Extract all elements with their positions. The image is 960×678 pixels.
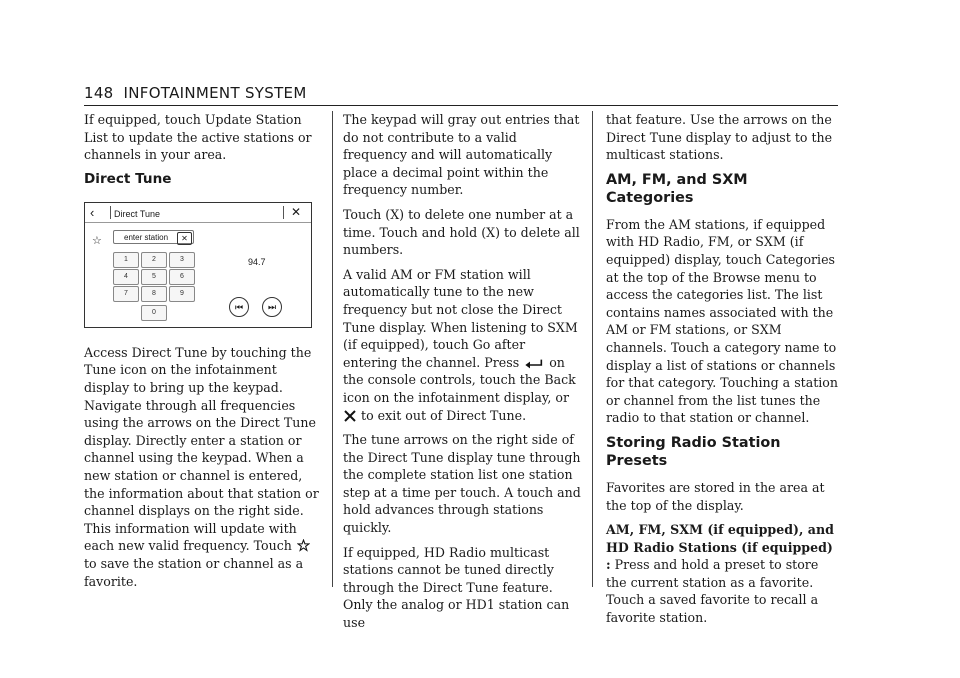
star-icon: ☆	[92, 234, 102, 247]
column-divider-2	[592, 111, 593, 587]
top-bar-separator	[283, 206, 284, 219]
store-preset-paragraph: AM, FM, SXM (if equipped), and HD Radio Stations (if equipped) : Press and hold a preset to store the current station as a favorite. Touch a saved favorite to recall a favorite station.	[606, 522, 834, 626]
valid-station-paragraph: A valid AM or FM station will automatically tune to the new frequency but not close the Direct Tune display. When listening to SXM (if equipped), touch Go after entering the channel. Press on the console controls, touch the Back icon on the infotainment display, or to exit out of Direct Tune.	[343, 266, 578, 423]
keypad-key: 6	[169, 269, 195, 285]
seek-forward-icon: ⏭	[262, 297, 282, 317]
column-3	[606, 111, 840, 634]
close-icon: ✕	[291, 204, 302, 219]
seek-back-icon: ⏮	[229, 297, 249, 317]
page-number: 148	[84, 84, 114, 102]
categories-heading: AM, FM, and SXM Categories	[606, 171, 748, 206]
column-divider-1	[332, 111, 333, 587]
direct-tune-paragraph: Access Direct Tune by touching the Tune icon on the infotainment display to bring up the keypad. Navigate through all frequencies using the arrows on the Direct Tune display. Directly enter a station or channel using the keypad. When a new station or channel is entered, the information about that station or channel displays on the right side. This information will update with each new valid frequency. Touch to save the station or channel as a favorite.	[84, 344, 319, 589]
multicast-continued-paragraph: that feature. Use the arrows on the Direct Tune display to adjust to the multicast stations.	[606, 112, 833, 163]
section-title: INFOTAINMENT SYSTEM	[123, 84, 307, 102]
frequency-readout: 94.7	[248, 256, 266, 267]
direct-tune-heading: Direct Tune	[84, 170, 172, 187]
top-bar-separator	[110, 206, 111, 219]
close-icon	[344, 410, 356, 422]
direct-tune-screen-figure	[84, 202, 312, 328]
back-button-icon	[524, 357, 544, 369]
column-1	[84, 111, 322, 597]
back-arrow-icon: ‹	[90, 204, 95, 220]
keypad-key: 0	[141, 305, 167, 321]
favorites-paragraph: Favorites are stored in the area at the top of the display.	[606, 479, 825, 513]
keypad-key: 4	[113, 269, 139, 285]
screen-title: Direct Tune	[114, 208, 161, 219]
keypad-key: 5	[141, 269, 167, 285]
presets-heading: Storing Radio Station Presets	[606, 434, 781, 469]
station-entry-field: enter station	[113, 230, 194, 244]
keypad-key: 2	[141, 252, 167, 268]
keypad-key: 9	[169, 286, 195, 302]
keypad-key: 7	[113, 286, 139, 302]
keypad-key: 1	[113, 252, 139, 268]
update-station-paragraph: If equipped, touch Update Station List to update the active stations or channels in your area.	[84, 112, 312, 163]
categories-paragraph: From the AM stations, if equipped with HD Radio, FM, or SXM (if equipped) display, touch Categories at the top of the Browse menu to access the categories list. The list contains names associated with the AM or FM stations, or SXM channels. Touch a category name to display a list of stations or channels for that category. Touching a station or channel from the list tunes the radio to that station or channel.	[606, 216, 839, 426]
delete-icon: ✕	[177, 232, 192, 245]
keypad-key: 8	[141, 286, 167, 302]
delete-number-paragraph: Touch (X) to delete one number at a time. Touch and hold (X) to delete all numbers.	[343, 206, 580, 258]
tune-arrows-paragraph: The tune arrows on the right side of the Direct Tune display tune through the complete station list one station step at a time per touch. A touch and hold advances through stations quickly.	[343, 432, 581, 536]
page-header	[84, 84, 838, 104]
screen-top-bar	[85, 203, 311, 223]
keypad-gray-paragraph: The keypad will gray out entries that do not contribute to a valid frequency and will automatically place a decimal point within the frequency number.	[343, 112, 580, 198]
keypad-key: 3	[169, 252, 195, 268]
column-2	[343, 111, 583, 639]
hd-multicast-paragraph: If equipped, HD Radio multicast stations cannot be tuned directly through the Direct Tune feature. Only the analog or HD1 station can use	[343, 544, 570, 631]
header-rule	[84, 105, 838, 106]
store-preset-label: AM, FM, SXM (if equipped), and HD Radio Stations (if equipped) :	[606, 522, 834, 573]
favorite-icon	[297, 539, 310, 552]
